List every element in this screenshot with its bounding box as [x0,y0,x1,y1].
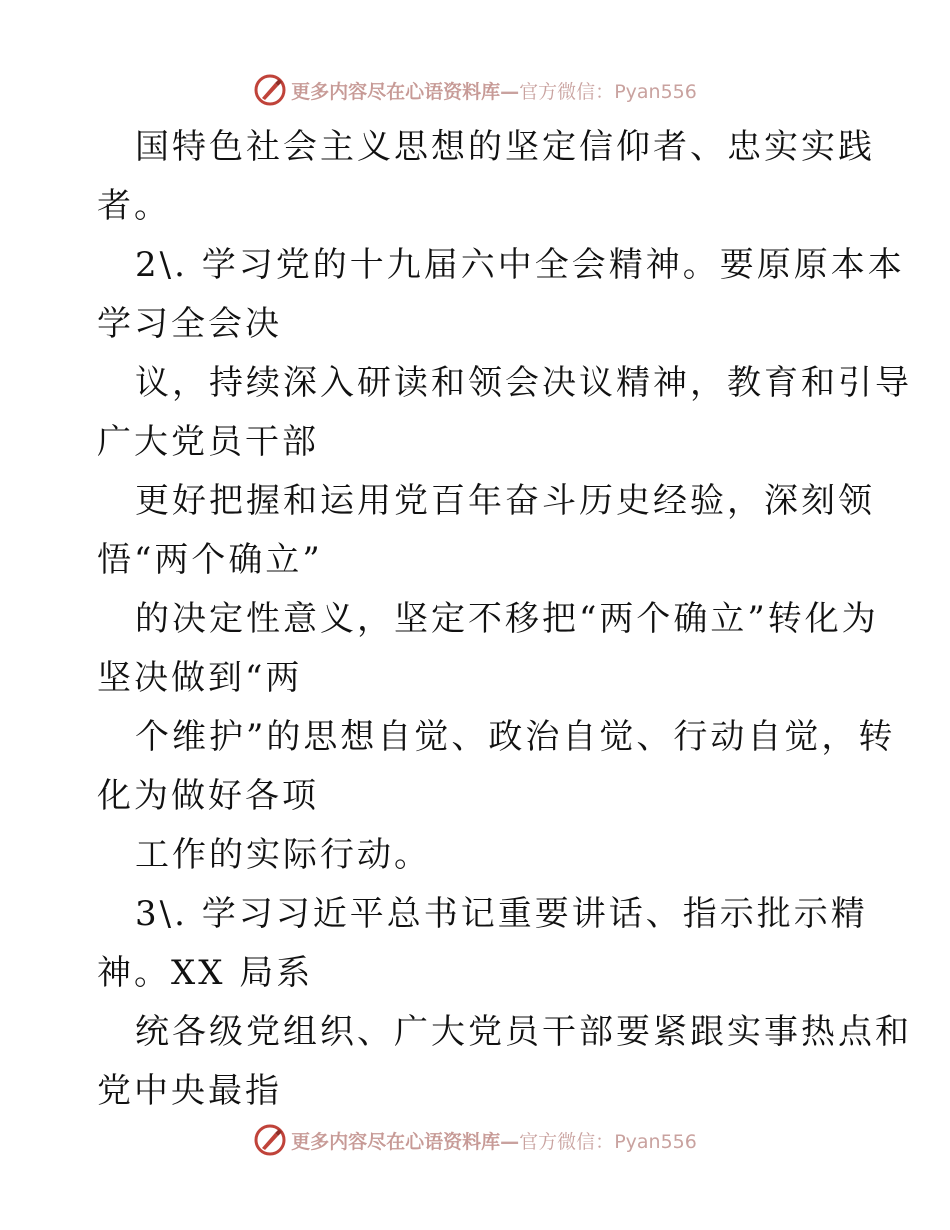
text-line: 的决定性意义，坚定不移把“两个确立”转化为 [135,599,879,639]
watermark-text: 更多内容尽在心语资料库—官方微信：Pyan556 [291,80,697,103]
text-line: 党中央最指 [97,1071,282,1111]
footer-watermark [0,1120,950,1160]
text-line: 者。 [97,186,171,226]
text-line: 更好把握和运用党百年奋斗历史经验，深刻领 [135,481,875,521]
text-line: 坚决做到“两 [97,658,303,698]
text-line: 工作的实际行动。 [135,835,431,875]
text-line: 议，持续深入研读和领会决议精神，教育和引导 [135,363,912,403]
text-line: 神。XX 局系 [97,953,314,993]
document-body [97,118,912,1121]
text-line: 3\. 学习习近平总书记重要讲话、指示批示精 [135,894,868,934]
pen-logo-icon [253,1123,287,1157]
text-line: 2\. 学习党的十九届六中全会精神。要原原本本 [135,245,905,285]
header-watermark [0,70,950,110]
text-line: 广大党员干部 [97,422,319,462]
text-line: 个维护”的思想自觉、政治自觉、行动自觉，转 [135,717,896,757]
text-line: 化为做好各项 [97,776,319,816]
watermark-text: 更多内容尽在心语资料库—官方微信：Pyan556 [291,1130,697,1153]
pen-logo-icon [253,73,287,107]
text-line: 国特色社会主义思想的坚定信仰者、忠实实践 [135,127,875,167]
text-line: 悟“两个确立” [97,540,323,580]
text-line: 统各级党组织、广大党员干部要紧跟实事热点和 [135,1012,912,1052]
text-line: 学习全会决 [97,304,282,344]
